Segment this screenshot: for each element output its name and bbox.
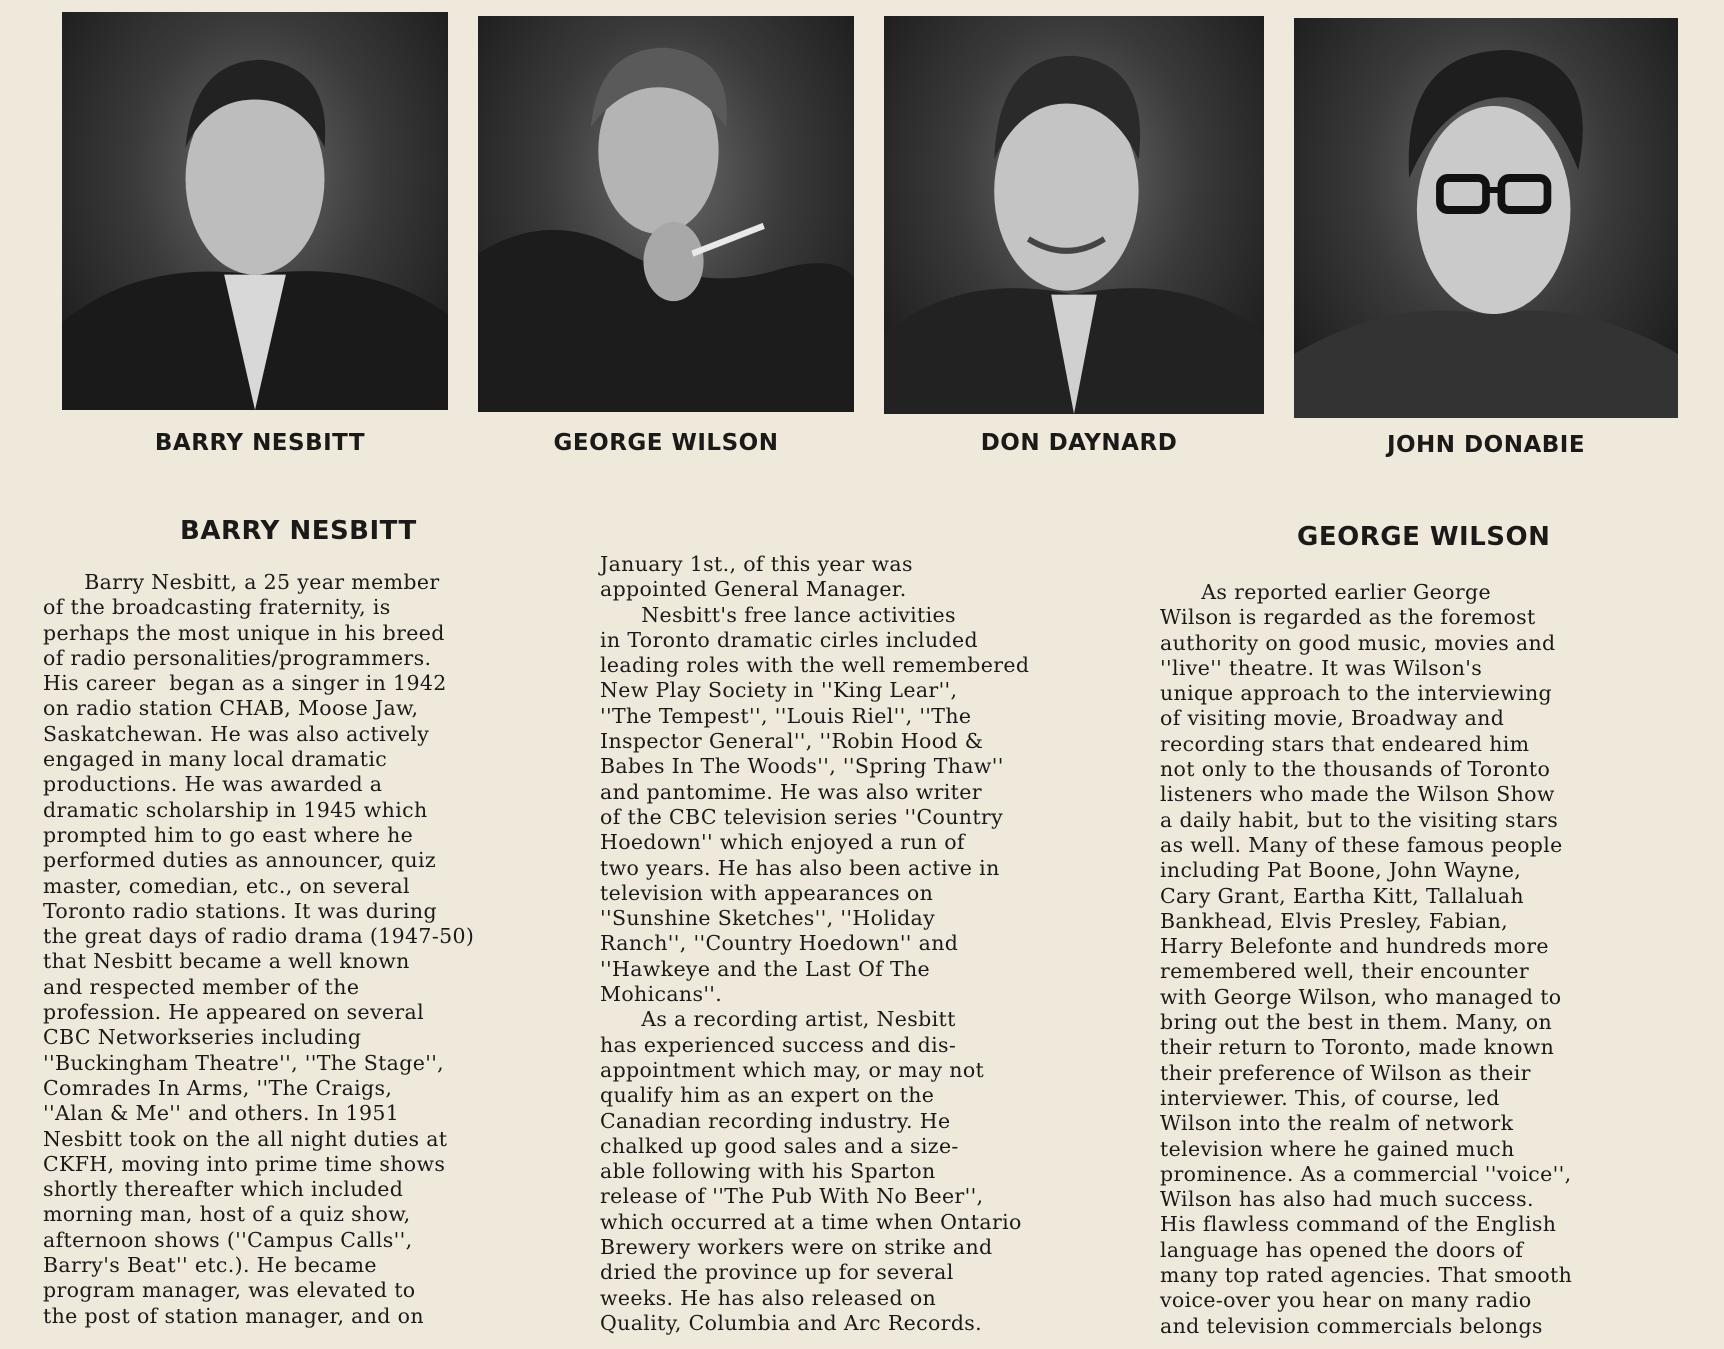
text-line: television where he gained much bbox=[1160, 1136, 1515, 1161]
text-line: New Play Society in ''King Lear'', bbox=[600, 678, 958, 703]
text-line: has experienced success and dis- bbox=[600, 1032, 957, 1057]
text-line: ''Hawkeye and the Last Of The bbox=[600, 956, 931, 981]
text-line: Saskatchewan. He was also actively bbox=[43, 721, 430, 746]
text-line: productions. He was awarded a bbox=[43, 772, 383, 797]
text-line: and television commercials belongs bbox=[1160, 1313, 1543, 1338]
text-line: His flawless command of the English bbox=[1160, 1212, 1557, 1237]
text-line: Mohicans''. bbox=[600, 982, 723, 1007]
text-line: afternoon shows (''Campus Calls'', bbox=[43, 1227, 413, 1252]
text-line: and respected member of the bbox=[43, 974, 360, 999]
text-line: performed duties as announcer, quiz bbox=[43, 848, 437, 873]
text-line: Comrades In Arms, ''The Craigs, bbox=[43, 1075, 393, 1100]
text-line: and pantomime. He was also writer bbox=[600, 779, 982, 804]
text-line: their return to Toronto, made known bbox=[1160, 1035, 1555, 1060]
text-line: shortly thereafter which included bbox=[43, 1177, 404, 1202]
text-line: As reported earlier George bbox=[1160, 580, 1491, 604]
text-line: Hoedown'' which enjoyed a run of bbox=[600, 830, 965, 855]
text-line: language has opened the doors of bbox=[1160, 1237, 1524, 1262]
text-line: ''The Tempest'', ''Louis Riel'', ''The bbox=[600, 703, 972, 728]
text-line: Ranch'', ''Country Hoedown'' and bbox=[600, 931, 959, 956]
article-column-2 bbox=[600, 552, 1140, 1336]
text-line: interviewer. This, of course, led bbox=[1160, 1085, 1500, 1110]
text-line: authority on good music, movies and bbox=[1160, 630, 1556, 655]
text-line: Barry Nesbitt, a 25 year member bbox=[43, 570, 440, 594]
text-line: release of ''The Pub With No Beer'', bbox=[600, 1184, 984, 1209]
text-line: engaged in many local dramatic bbox=[43, 747, 388, 772]
section-heading-nesbitt: BARRY NESBITT bbox=[180, 516, 417, 546]
photo-john-donabie bbox=[1294, 18, 1678, 418]
text-line: including Pat Boone, John Wayne, bbox=[1160, 858, 1522, 883]
text-line: prompted him to go east where he bbox=[43, 822, 414, 847]
text-line: on radio station CHAB, Moose Jaw, bbox=[43, 696, 419, 721]
article-column-3 bbox=[1160, 580, 1705, 1339]
text-line: Cary Grant, Eartha Kitt, Tallaluah bbox=[1160, 883, 1524, 908]
text-line: two years. He has also been active in bbox=[600, 855, 1000, 880]
text-line: Harry Belefonte and hundreds more bbox=[1160, 934, 1549, 959]
text-line: Nesbitt took on the all night duties at bbox=[43, 1126, 448, 1151]
text-line: morning man, host of a quiz show, bbox=[43, 1202, 411, 1227]
text-line: of radio personalities/programmers. bbox=[43, 645, 432, 670]
text-line: qualify him as an expert on the bbox=[600, 1083, 935, 1108]
text-line: ''Sunshine Sketches'', ''Holiday bbox=[600, 906, 936, 931]
text-line: recording stars that endeared him bbox=[1160, 731, 1530, 756]
text-line: Quality, Columbia and Arc Records. bbox=[600, 1310, 983, 1335]
photo-caption: JOHN DONABIE bbox=[1386, 432, 1586, 458]
text-line: chalked up good sales and a size- bbox=[600, 1133, 959, 1158]
photo-don-daynard bbox=[884, 16, 1264, 414]
text-line: Wilson is regarded as the foremost bbox=[1160, 605, 1536, 630]
text-line: as well. Many of these famous people bbox=[1160, 832, 1563, 857]
text-line: able following with his Sparton bbox=[600, 1159, 936, 1184]
text-line: ''Buckingham Theatre'', ''The Stage'', bbox=[43, 1050, 445, 1075]
text-line: Brewery workers were on strike and bbox=[600, 1235, 993, 1260]
text-line: of the CBC television series ''Country bbox=[600, 804, 1003, 829]
text-line: Canadian recording industry. He bbox=[600, 1108, 951, 1133]
text-line: Wilson has also had much success. bbox=[1160, 1187, 1534, 1212]
text-line: CKFH, moving into prime time shows bbox=[43, 1151, 446, 1176]
text-line: master, comedian, etc., on several bbox=[43, 873, 410, 898]
portrait-icon bbox=[62, 12, 448, 410]
text-line: Babes In The Woods'', ''Spring Thaw'' bbox=[600, 754, 1004, 779]
text-line: dramatic scholarship in 1945 which bbox=[43, 797, 428, 822]
text-line: prominence. As a commercial ''voice'', bbox=[1160, 1161, 1572, 1186]
text-line: many top rated agencies. That smooth bbox=[1160, 1263, 1573, 1288]
text-line: which occurred at a time when Ontario bbox=[600, 1209, 1022, 1234]
section-heading-wilson: GEORGE WILSON bbox=[1297, 522, 1551, 552]
text-line: profession. He appeared on several bbox=[43, 1000, 424, 1025]
text-line: Inspector General'', ''Robin Hood & bbox=[600, 729, 984, 754]
photo-caption: BARRY NESBITT bbox=[154, 430, 366, 456]
text-line: Nesbitt's free lance activities bbox=[600, 602, 956, 627]
text-line: with George Wilson, who managed to bbox=[1160, 984, 1562, 1009]
text-line: television with appearances on bbox=[600, 880, 934, 905]
text-line: ''Alan & Me'' and others. In 1951 bbox=[43, 1101, 400, 1126]
text-line: bring out the best in them. Many, on bbox=[1160, 1010, 1553, 1035]
text-line: January 1st., of this year was bbox=[600, 552, 913, 576]
portrait-icon bbox=[478, 16, 854, 412]
text-line: CBC Networkseries including bbox=[43, 1025, 362, 1050]
text-line: ''live'' theatre. It was Wilson's bbox=[1160, 655, 1483, 680]
text-line: listeners who made the Wilson Show bbox=[1160, 782, 1555, 807]
text-line: leading roles with the well remembered bbox=[600, 653, 1030, 678]
text-line: Toronto radio stations. It was during bbox=[43, 898, 437, 923]
text-line: the post of station manager, and on bbox=[43, 1303, 424, 1328]
text-line: of visiting movie, Broadway and bbox=[1160, 706, 1505, 731]
photo-caption: DON DAYNARD bbox=[980, 430, 1178, 456]
text-line: perhaps the most unique in his breed bbox=[43, 620, 445, 645]
text-line: program manager, was elevated to bbox=[43, 1278, 416, 1303]
text-line: remembered well, their encounter bbox=[1160, 959, 1529, 984]
photo-george-wilson bbox=[478, 16, 854, 412]
text-line: dried the province up for several bbox=[600, 1260, 954, 1285]
text-line: not only to the thousands of Toronto bbox=[1160, 757, 1551, 782]
text-line: appointment which may, or may not bbox=[600, 1057, 985, 1082]
text-line: Barry's Beat'' etc.). He became bbox=[43, 1253, 377, 1278]
portrait-icon bbox=[884, 16, 1264, 414]
text-line: appointed General Manager. bbox=[600, 577, 907, 602]
text-line: the great days of radio drama (1947-50) bbox=[43, 924, 475, 949]
text-line: their preference of Wilson as their bbox=[1160, 1060, 1531, 1085]
text-line: that Nesbitt became a well known bbox=[43, 949, 410, 974]
text-line: Wilson into the realm of network bbox=[1160, 1111, 1514, 1136]
portrait-icon bbox=[1294, 18, 1678, 418]
text-line: in Toronto dramatic cirles included bbox=[600, 627, 978, 652]
article-column-1 bbox=[43, 570, 563, 1329]
photo-barry-nesbitt bbox=[62, 12, 448, 410]
text-line: unique approach to the interviewing bbox=[1160, 681, 1553, 706]
text-line: As a recording artist, Nesbitt bbox=[600, 1007, 956, 1032]
photo-caption: GEORGE WILSON bbox=[553, 430, 779, 456]
text-line: of the broadcasting fraternity, is bbox=[43, 595, 391, 620]
text-line: weeks. He has also released on bbox=[600, 1285, 937, 1310]
text-line: Bankhead, Elvis Presley, Fabian, bbox=[1160, 908, 1509, 933]
text-line: His career began as a singer in 1942 bbox=[43, 671, 447, 696]
text-line: a daily habit, but to the visiting stars bbox=[1160, 807, 1559, 832]
text-line: voice-over you hear on many radio bbox=[1160, 1288, 1532, 1313]
